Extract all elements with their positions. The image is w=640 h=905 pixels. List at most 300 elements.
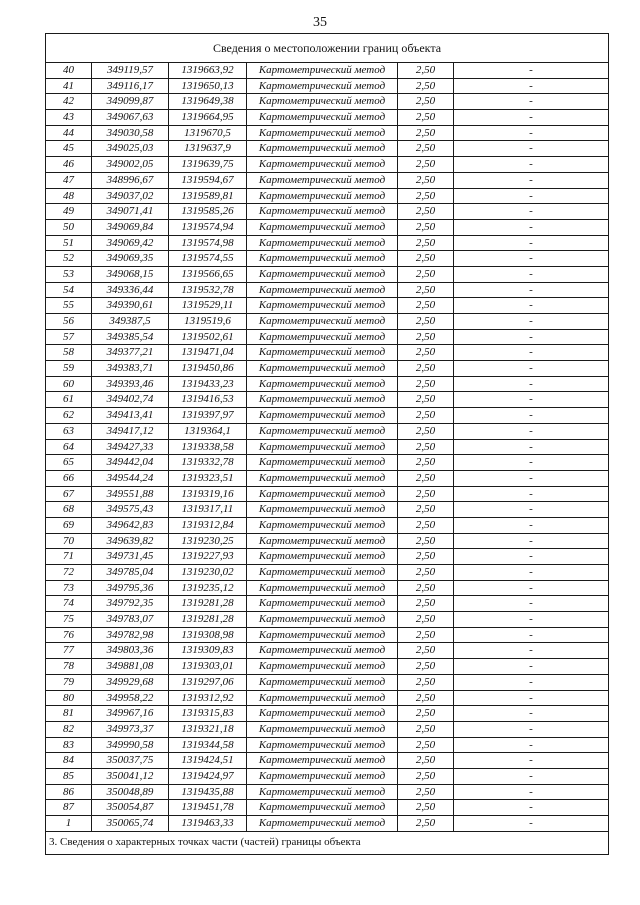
point-number-cell: 40: [46, 63, 92, 78]
point-number-cell: 1: [46, 816, 92, 831]
y-coordinate-cell: 1319303,01: [169, 659, 247, 674]
note-cell: -: [529, 581, 533, 594]
point-number-cell: 41: [46, 79, 92, 94]
note-cell: -: [529, 283, 533, 296]
table-row: [46, 330, 608, 346]
point-number-cell: 76: [46, 628, 92, 643]
point-number-cell: 61: [46, 392, 92, 407]
table-row: [46, 722, 608, 738]
y-coordinate-cell: 1319227,93: [169, 549, 247, 564]
point-number-cell: 56: [46, 314, 92, 329]
y-coordinate-cell: 1319312,92: [169, 691, 247, 706]
method-cell: Картометрический метод: [247, 675, 398, 690]
x-coordinate-cell: 349068,15: [92, 267, 169, 282]
method-cell: Картометрический метод: [247, 455, 398, 470]
method-cell: Картометрический метод: [247, 659, 398, 674]
point-number-cell: 54: [46, 283, 92, 298]
point-number-cell: 77: [46, 643, 92, 658]
point-number-cell: 75: [46, 612, 92, 627]
x-coordinate-cell: 349973,37: [92, 722, 169, 737]
x-coordinate-cell: 349958,22: [92, 691, 169, 706]
point-number-cell: 70: [46, 534, 92, 549]
accuracy-cell: 2,50: [398, 63, 454, 78]
accuracy-cell: 2,50: [398, 141, 454, 156]
accuracy-cell: 2,50: [398, 377, 454, 392]
note-cell: -: [529, 487, 533, 500]
y-coordinate-cell: 1319332,78: [169, 455, 247, 470]
x-coordinate-cell: 350041,12: [92, 769, 169, 784]
table-row: [46, 361, 608, 377]
y-coordinate-cell: 1319297,06: [169, 675, 247, 690]
table-row: [46, 110, 608, 126]
point-number-cell: 73: [46, 581, 92, 596]
note-cell: -: [529, 456, 533, 469]
accuracy-cell: 2,50: [398, 722, 454, 737]
method-cell: Картометрический метод: [247, 79, 398, 94]
table-row: [46, 79, 608, 95]
y-coordinate-cell: 1319309,83: [169, 643, 247, 658]
point-number-cell: 50: [46, 220, 92, 235]
note-cell: -: [529, 236, 533, 249]
x-coordinate-cell: 349427,33: [92, 440, 169, 455]
note-cell: -: [529, 691, 533, 704]
y-coordinate-cell: 1319670,5: [169, 126, 247, 141]
point-number-cell: 68: [46, 502, 92, 517]
table-row: [46, 612, 608, 628]
table-row: [46, 471, 608, 487]
note-cell: -: [529, 362, 533, 375]
note-cell: -: [529, 330, 533, 343]
table-row: [46, 251, 608, 267]
y-coordinate-cell: 1319317,11: [169, 502, 247, 517]
accuracy-cell: 2,50: [398, 424, 454, 439]
x-coordinate-cell: 349795,36: [92, 581, 169, 596]
point-number-cell: 58: [46, 345, 92, 360]
x-coordinate-cell: 349069,35: [92, 251, 169, 266]
note-cell: -: [529, 173, 533, 186]
point-number-cell: 86: [46, 785, 92, 800]
note-cell: -: [529, 299, 533, 312]
x-coordinate-cell: 349402,74: [92, 392, 169, 407]
footer-section-title: 3. Сведения о характерных точках части (частей) границы объекта: [49, 835, 361, 848]
note-cell: -: [529, 534, 533, 547]
accuracy-cell: 2,50: [398, 753, 454, 768]
x-coordinate-cell: 349417,12: [92, 424, 169, 439]
method-cell: Картометрический метод: [247, 691, 398, 706]
accuracy-cell: 2,50: [398, 189, 454, 204]
note-cell: -: [529, 252, 533, 265]
x-coordinate-cell: 348996,67: [92, 173, 169, 188]
table-row: [46, 549, 608, 565]
table-row: [46, 502, 608, 518]
x-coordinate-cell: 349575,43: [92, 502, 169, 517]
x-coordinate-cell: 349067,63: [92, 110, 169, 125]
table-row: [46, 753, 608, 769]
accuracy-cell: 2,50: [398, 173, 454, 188]
note-cell: -: [529, 817, 533, 829]
accuracy-cell: 2,50: [398, 455, 454, 470]
point-number-cell: 60: [46, 377, 92, 392]
accuracy-cell: 2,50: [398, 408, 454, 423]
table-row: [46, 204, 608, 220]
method-cell: Картометрический метод: [247, 549, 398, 564]
point-number-cell: 42: [46, 94, 92, 109]
accuracy-cell: 2,50: [398, 581, 454, 596]
method-cell: Картометрический метод: [247, 753, 398, 768]
x-coordinate-cell: 350037,75: [92, 753, 169, 768]
note-cell: -: [529, 142, 533, 155]
accuracy-cell: 2,50: [398, 298, 454, 313]
point-number-cell: 43: [46, 110, 92, 125]
x-coordinate-cell: 350054,87: [92, 800, 169, 815]
note-cell: -: [529, 189, 533, 202]
accuracy-cell: 2,50: [398, 251, 454, 266]
method-cell: Картометрический метод: [247, 565, 398, 580]
table-row: [46, 691, 608, 707]
y-coordinate-cell: 1319532,78: [169, 283, 247, 298]
point-number-cell: 53: [46, 267, 92, 282]
y-coordinate-cell: 1319649,38: [169, 94, 247, 109]
x-coordinate-cell: 349792,35: [92, 596, 169, 611]
point-number-cell: 84: [46, 753, 92, 768]
y-coordinate-cell: 1319450,86: [169, 361, 247, 376]
x-coordinate-cell: 349069,84: [92, 220, 169, 235]
accuracy-cell: 2,50: [398, 738, 454, 753]
table-row: [46, 392, 608, 408]
method-cell: Картометрический метод: [247, 738, 398, 753]
method-cell: Картометрический метод: [247, 361, 398, 376]
table-row: [46, 424, 608, 440]
y-coordinate-cell: 1319308,98: [169, 628, 247, 643]
x-coordinate-cell: 349393,46: [92, 377, 169, 392]
accuracy-cell: 2,50: [398, 800, 454, 815]
point-number-cell: 45: [46, 141, 92, 156]
x-coordinate-cell: 349785,04: [92, 565, 169, 580]
table-row: [46, 738, 608, 754]
accuracy-cell: 2,50: [398, 706, 454, 721]
note-cell: -: [529, 675, 533, 688]
note-cell: -: [529, 613, 533, 626]
table-row: [46, 816, 608, 832]
point-number-cell: 71: [46, 549, 92, 564]
method-cell: Картометрический метод: [247, 596, 398, 611]
y-coordinate-cell: 1319281,28: [169, 596, 247, 611]
method-cell: Картометрический метод: [247, 471, 398, 486]
method-cell: Картометрический метод: [247, 800, 398, 815]
accuracy-cell: 2,50: [398, 236, 454, 251]
x-coordinate-cell: 349967,16: [92, 706, 169, 721]
point-number-cell: 80: [46, 691, 92, 706]
accuracy-cell: 2,50: [398, 534, 454, 549]
table-row: [46, 283, 608, 299]
x-coordinate-cell: 349783,07: [92, 612, 169, 627]
table-row: [46, 581, 608, 597]
method-cell: Картометрический метод: [247, 267, 398, 282]
y-coordinate-cell: 1319463,33: [169, 816, 247, 831]
x-coordinate-cell: 349099,87: [92, 94, 169, 109]
y-coordinate-cell: 1319397,97: [169, 408, 247, 423]
note-cell: -: [529, 503, 533, 516]
accuracy-cell: 2,50: [398, 502, 454, 517]
table-row: [46, 189, 608, 205]
method-cell: Картометрический метод: [247, 581, 398, 596]
table-row: [46, 173, 608, 189]
y-coordinate-cell: 1319230,02: [169, 565, 247, 580]
point-number-cell: 85: [46, 769, 92, 784]
boundary-points-table: [45, 33, 609, 855]
accuracy-cell: 2,50: [398, 691, 454, 706]
y-coordinate-cell: 1319424,51: [169, 753, 247, 768]
point-number-cell: 52: [46, 251, 92, 266]
table-row: [46, 800, 608, 816]
note-cell: -: [529, 738, 533, 751]
accuracy-cell: 2,50: [398, 283, 454, 298]
method-cell: Картометрический метод: [247, 502, 398, 517]
x-coordinate-cell: 350048,89: [92, 785, 169, 800]
method-cell: Картометрический метод: [247, 424, 398, 439]
accuracy-cell: 2,50: [398, 785, 454, 800]
note-cell: -: [529, 660, 533, 673]
accuracy-cell: 2,50: [398, 769, 454, 784]
method-cell: Картометрический метод: [247, 110, 398, 125]
accuracy-cell: 2,50: [398, 816, 454, 831]
accuracy-cell: 2,50: [398, 487, 454, 502]
y-coordinate-cell: 1319312,84: [169, 518, 247, 533]
accuracy-cell: 2,50: [398, 596, 454, 611]
point-number-cell: 72: [46, 565, 92, 580]
note-cell: -: [529, 315, 533, 327]
y-coordinate-cell: 1319566,65: [169, 267, 247, 282]
accuracy-cell: 2,50: [398, 126, 454, 141]
x-coordinate-cell: 349002,05: [92, 157, 169, 172]
x-coordinate-cell: 349551,88: [92, 487, 169, 502]
method-cell: Картометрический метод: [247, 94, 398, 109]
point-number-cell: 67: [46, 487, 92, 502]
point-number-cell: 64: [46, 440, 92, 455]
y-coordinate-cell: 1319435,88: [169, 785, 247, 800]
accuracy-cell: 2,50: [398, 659, 454, 674]
y-coordinate-cell: 1319594,67: [169, 173, 247, 188]
table-row: [46, 769, 608, 785]
point-number-cell: 66: [46, 471, 92, 486]
note-cell: -: [529, 205, 533, 218]
y-coordinate-cell: 1319502,61: [169, 330, 247, 345]
accuracy-cell: 2,50: [398, 471, 454, 486]
note-cell: -: [529, 126, 533, 139]
accuracy-cell: 2,50: [398, 518, 454, 533]
y-coordinate-cell: 1319321,18: [169, 722, 247, 737]
y-coordinate-cell: 1319235,12: [169, 581, 247, 596]
y-coordinate-cell: 1319637,9: [169, 141, 247, 156]
y-coordinate-cell: 1319663,92: [169, 63, 247, 78]
x-coordinate-cell: 349413,41: [92, 408, 169, 423]
table-row: [46, 534, 608, 550]
point-number-cell: 51: [46, 236, 92, 251]
note-cell: -: [529, 566, 533, 578]
point-number-cell: 81: [46, 706, 92, 721]
accuracy-cell: 2,50: [398, 267, 454, 282]
table-row: [46, 408, 608, 424]
accuracy-cell: 2,50: [398, 220, 454, 235]
note-cell: -: [529, 377, 533, 390]
table-row: [46, 596, 608, 612]
y-coordinate-cell: 1319589,81: [169, 189, 247, 204]
method-cell: Картометрический метод: [247, 126, 398, 141]
x-coordinate-cell: 349639,82: [92, 534, 169, 549]
page-number: 35: [313, 15, 327, 30]
x-coordinate-cell: 349383,71: [92, 361, 169, 376]
method-cell: Картометрический метод: [247, 706, 398, 721]
y-coordinate-cell: 1319650,13: [169, 79, 247, 94]
accuracy-cell: 2,50: [398, 612, 454, 627]
note-cell: -: [529, 158, 533, 171]
point-number-cell: 65: [46, 455, 92, 470]
x-coordinate-cell: 349803,36: [92, 643, 169, 658]
x-coordinate-cell: 349731,45: [92, 549, 169, 564]
table-row: [46, 126, 608, 142]
note-cell: -: [529, 597, 533, 610]
method-cell: Картометрический метод: [247, 392, 398, 407]
table-row: [46, 314, 608, 330]
x-coordinate-cell: 349069,42: [92, 236, 169, 251]
point-number-cell: 48: [46, 189, 92, 204]
note-cell: -: [529, 722, 533, 735]
method-cell: Картометрический метод: [247, 298, 398, 313]
table-row: [46, 141, 608, 157]
method-cell: Картометрический метод: [247, 722, 398, 737]
y-coordinate-cell: 1319364,1: [169, 424, 247, 439]
point-number-cell: 63: [46, 424, 92, 439]
method-cell: Картометрический метод: [247, 643, 398, 658]
accuracy-cell: 2,50: [398, 565, 454, 580]
method-cell: Картометрический метод: [247, 612, 398, 627]
accuracy-cell: 2,50: [398, 675, 454, 690]
table-row: [46, 220, 608, 236]
x-coordinate-cell: 349929,68: [92, 675, 169, 690]
method-cell: Картометрический метод: [247, 534, 398, 549]
y-coordinate-cell: 1319338,58: [169, 440, 247, 455]
y-coordinate-cell: 1319315,83: [169, 706, 247, 721]
note-cell: -: [529, 346, 533, 359]
table-row: [46, 267, 608, 283]
accuracy-cell: 2,50: [398, 79, 454, 94]
point-number-cell: 69: [46, 518, 92, 533]
table-row: [46, 643, 608, 659]
table-body: [46, 63, 608, 832]
note-cell: -: [529, 64, 533, 76]
method-cell: Картометрический метод: [247, 157, 398, 172]
note-cell: -: [529, 79, 533, 92]
accuracy-cell: 2,50: [398, 628, 454, 643]
y-coordinate-cell: 1319433,23: [169, 377, 247, 392]
note-cell: -: [529, 220, 533, 233]
table-row: [46, 377, 608, 393]
table-row: [46, 455, 608, 471]
note-cell: -: [529, 707, 533, 720]
x-coordinate-cell: 349071,41: [92, 204, 169, 219]
method-cell: Картометрический метод: [247, 220, 398, 235]
accuracy-cell: 2,50: [398, 440, 454, 455]
note-cell: -: [529, 769, 533, 782]
accuracy-cell: 2,50: [398, 94, 454, 109]
accuracy-cell: 2,50: [398, 330, 454, 345]
point-number-cell: 55: [46, 298, 92, 313]
point-number-cell: 47: [46, 173, 92, 188]
table-row: [46, 675, 608, 691]
table-row: [46, 487, 608, 503]
y-coordinate-cell: 1319323,51: [169, 471, 247, 486]
method-cell: Картометрический метод: [247, 63, 398, 78]
y-coordinate-cell: 1319574,98: [169, 236, 247, 251]
y-coordinate-cell: 1319574,94: [169, 220, 247, 235]
point-number-cell: 82: [46, 722, 92, 737]
method-cell: Картометрический метод: [247, 345, 398, 360]
y-coordinate-cell: 1319664,95: [169, 110, 247, 125]
method-cell: Картометрический метод: [247, 141, 398, 156]
method-cell: Картометрический метод: [247, 628, 398, 643]
method-cell: Картометрический метод: [247, 251, 398, 266]
table-row: [46, 345, 608, 361]
table-row: [46, 236, 608, 252]
y-coordinate-cell: 1319519,6: [169, 314, 247, 329]
x-coordinate-cell: 349642,83: [92, 518, 169, 533]
note-cell: -: [529, 644, 533, 657]
method-cell: Картометрический метод: [247, 377, 398, 392]
y-coordinate-cell: 1319529,11: [169, 298, 247, 313]
note-cell: -: [529, 550, 533, 563]
table-row: [46, 63, 608, 79]
note-cell: -: [529, 471, 533, 484]
point-number-cell: 57: [46, 330, 92, 345]
accuracy-cell: 2,50: [398, 643, 454, 658]
y-coordinate-cell: 1319230,25: [169, 534, 247, 549]
x-coordinate-cell: 349030,58: [92, 126, 169, 141]
x-coordinate-cell: 349116,17: [92, 79, 169, 94]
method-cell: Картометрический метод: [247, 189, 398, 204]
method-cell: Картометрический метод: [247, 785, 398, 800]
note-cell: -: [529, 754, 533, 767]
point-number-cell: 83: [46, 738, 92, 753]
x-coordinate-cell: 349025,03: [92, 141, 169, 156]
method-cell: Картометрический метод: [247, 283, 398, 298]
y-coordinate-cell: 1319574,55: [169, 251, 247, 266]
point-number-cell: 74: [46, 596, 92, 611]
accuracy-cell: 2,50: [398, 204, 454, 219]
point-number-cell: 46: [46, 157, 92, 172]
x-coordinate-cell: 349544,24: [92, 471, 169, 486]
point-number-cell: 59: [46, 361, 92, 376]
method-cell: Картометрический метод: [247, 236, 398, 251]
point-number-cell: 62: [46, 408, 92, 423]
x-coordinate-cell: 349782,98: [92, 628, 169, 643]
y-coordinate-cell: 1319344,58: [169, 738, 247, 753]
note-cell: -: [529, 518, 533, 531]
method-cell: Картометрический метод: [247, 408, 398, 423]
note-cell: -: [529, 95, 533, 108]
accuracy-cell: 2,50: [398, 110, 454, 125]
method-cell: Картометрический метод: [247, 440, 398, 455]
point-number-cell: 49: [46, 204, 92, 219]
accuracy-cell: 2,50: [398, 549, 454, 564]
y-coordinate-cell: 1319585,26: [169, 204, 247, 219]
table-row: [46, 785, 608, 801]
method-cell: Картометрический метод: [247, 518, 398, 533]
table-row: [46, 298, 608, 314]
method-cell: Картометрический метод: [247, 330, 398, 345]
y-coordinate-cell: 1319639,75: [169, 157, 247, 172]
accuracy-cell: 2,50: [398, 361, 454, 376]
table-row: [46, 157, 608, 173]
